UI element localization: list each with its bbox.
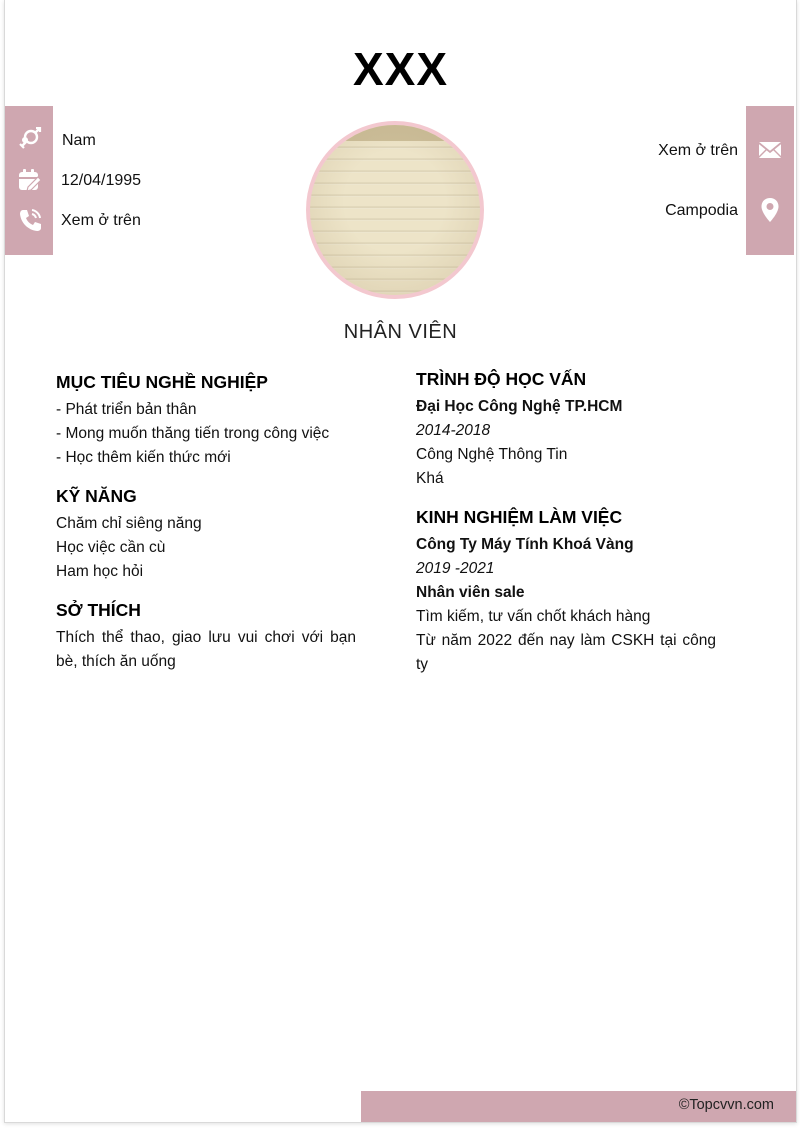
- email-text: Xem ở trên: [658, 142, 738, 159]
- skills-title: KỸ NĂNG: [56, 486, 137, 506]
- calendar-icon: [17, 167, 43, 193]
- experience-company: Công Ty Máy Tính Khoá Vàng: [416, 536, 634, 553]
- phone-text: Xem ở trên: [61, 212, 141, 229]
- skill-item: Học việc cần cù: [56, 539, 166, 556]
- objective-item: - Mong muốn thăng tiến trong công việc: [56, 425, 330, 442]
- objective-title: MỤC TIÊU NGHỀ NGHIỆP: [56, 372, 268, 392]
- footer-bar: [361, 1091, 796, 1123]
- experience-detail: Tìm kiếm, tư vấn chốt khách hàng: [416, 608, 651, 625]
- location-icon: [757, 197, 783, 223]
- phone-icon: [17, 207, 43, 233]
- education-title: TRÌNH ĐỘ HỌC VẤN: [416, 369, 587, 389]
- avatar: [306, 121, 484, 299]
- left-contact-bar: [5, 106, 53, 255]
- skill-item: Chăm chỉ siêng năng: [56, 515, 202, 532]
- skill-item: Ham học hỏi: [56, 563, 144, 580]
- right-contact-bar: [746, 106, 794, 255]
- education-grade: Khá: [416, 470, 444, 487]
- candidate-name: XXX: [352, 43, 449, 95]
- experience-detail: Từ năm 2022 đến nay làm CSKH tại công ty: [416, 632, 716, 673]
- location-text: Campodia: [665, 202, 738, 219]
- cv-page: [4, 0, 797, 1123]
- experience-title: KINH NGHIỆM LÀM VIỆC: [416, 507, 623, 527]
- experience-role: Nhân viên sale: [416, 584, 525, 601]
- gender-text: Nam: [62, 132, 96, 149]
- right-column: [416, 367, 716, 677]
- hobbies-text: Thích thể thao, giao lưu vui chơi với bạn bè, thích ăn uống: [56, 629, 356, 670]
- objective-item: - Học thêm kiến thức mới: [56, 449, 231, 466]
- gender-icon: [17, 127, 43, 153]
- email-icon: [757, 137, 783, 163]
- footer-credit: ©Topcvvn.com: [678, 1097, 774, 1113]
- education-major: Công Nghệ Thông Tin: [416, 446, 568, 463]
- left-column: [56, 370, 356, 674]
- objective-item: - Phát triển bản thân: [56, 401, 197, 418]
- hobbies-title: SỞ THÍCH: [56, 600, 141, 620]
- experience-period: 2019 -2021: [416, 560, 495, 577]
- birthdate-text: 12/04/1995: [61, 172, 142, 189]
- education-period: 2014-2018: [416, 422, 491, 439]
- job-position: NHÂN VIÊN: [343, 321, 458, 343]
- education-school: Đại Học Công Nghệ TP.HCM: [416, 398, 623, 415]
